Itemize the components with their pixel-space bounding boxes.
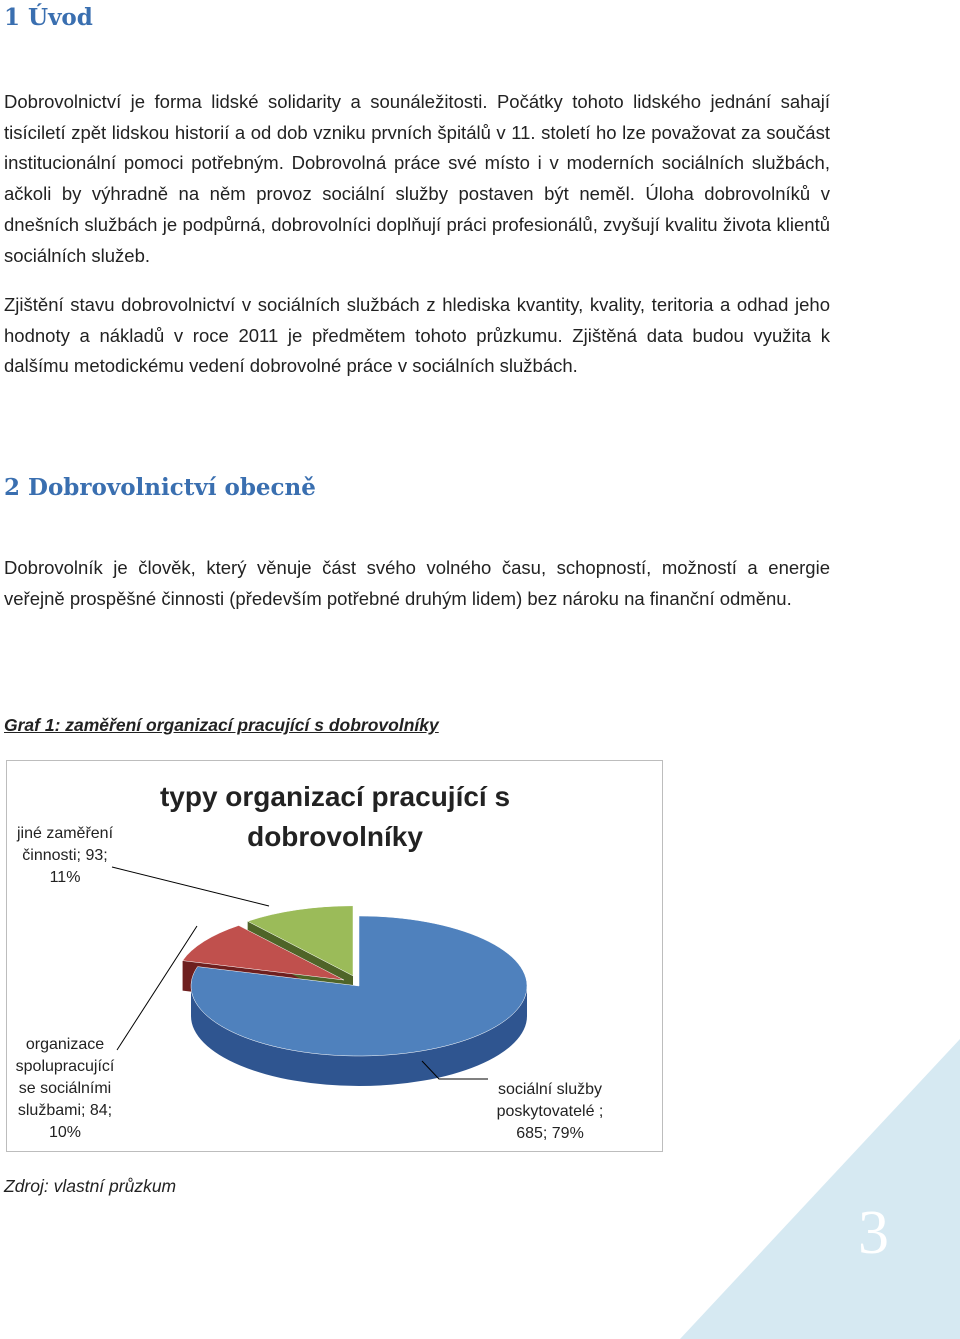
slice-label-line: 685; 79% xyxy=(516,1125,584,1142)
figure-caption: Graf 1: zaměření organizací pracující s dobrovolníky xyxy=(4,715,439,735)
slice-label-line: činnosti; 93; xyxy=(22,847,108,864)
pie-chart-canvas xyxy=(7,761,664,1153)
slice-label-line: službami; 84; xyxy=(17,1102,113,1119)
slice-label-line: se sociálními xyxy=(18,1080,112,1097)
section-1-heading: 1 Úvod xyxy=(4,4,93,31)
label-leader-line xyxy=(112,867,269,906)
intro-paragraph-2: Zjištění stavu dobrovolnictví v sociálních službách z hlediska kvantity, kvality, teritoria a odhad jeho hodnoty a nákladů v roce 2011 je předmětem tohoto průzkumu. Zjištěná data budou využita k dalšímu metodickému vedení dobrovolné práce v sociálních službách. xyxy=(4,294,830,377)
chart-title-line: typy organizací pracující s xyxy=(159,781,511,812)
page-number: 3 xyxy=(858,1199,889,1267)
slice-label-line: 10% xyxy=(48,1124,82,1141)
pie-chart xyxy=(6,760,663,1152)
slice-label-line: jiné zaměření xyxy=(16,825,114,842)
chart-title-line: dobrovolníky xyxy=(247,821,423,852)
slice-label-line: organizace xyxy=(25,1036,105,1053)
intro-paragraph-1: Dobrovolnictví je forma lidské solidarity a sounáležitosti. Počátky tohoto lidského jednání sahají tisíciletí zpět lidskou historií a od dob vzniku prvních špitálů v 11. století ho lze považovat za součást institucionální pomoci potřebným. Dobrovolná práce své místo i v moderních sociálních službách, ačkoli by výhradně na něm provoz sociální služby postaven být neměl. Úloha dobrovolníků v dnešních službách je podpůrná, dobrovolníci doplňují práci profesionálů, zvyšují kvalitu života klientů sociálních služeb. xyxy=(4,91,830,266)
definition-paragraph: Dobrovolník je člověk, který věnuje část svého volného času, schopností, možností a energie veřejně prospěšné činnosti (především potřebné druhým lidem) bez nároku na finanční odměnu. xyxy=(4,557,830,609)
figure-source: Zdroj: vlastní průzkum xyxy=(4,1176,177,1196)
slice-label-line: spolupracující xyxy=(15,1058,115,1075)
slice-label-line: 11% xyxy=(49,869,81,886)
section-2-heading: 2 Dobrovolnictví obecně xyxy=(4,474,316,501)
slice-label-line: sociální služby xyxy=(497,1081,603,1098)
corner-decoration xyxy=(680,1039,960,1339)
slice-label-line: poskytovatelé ; xyxy=(496,1103,604,1120)
